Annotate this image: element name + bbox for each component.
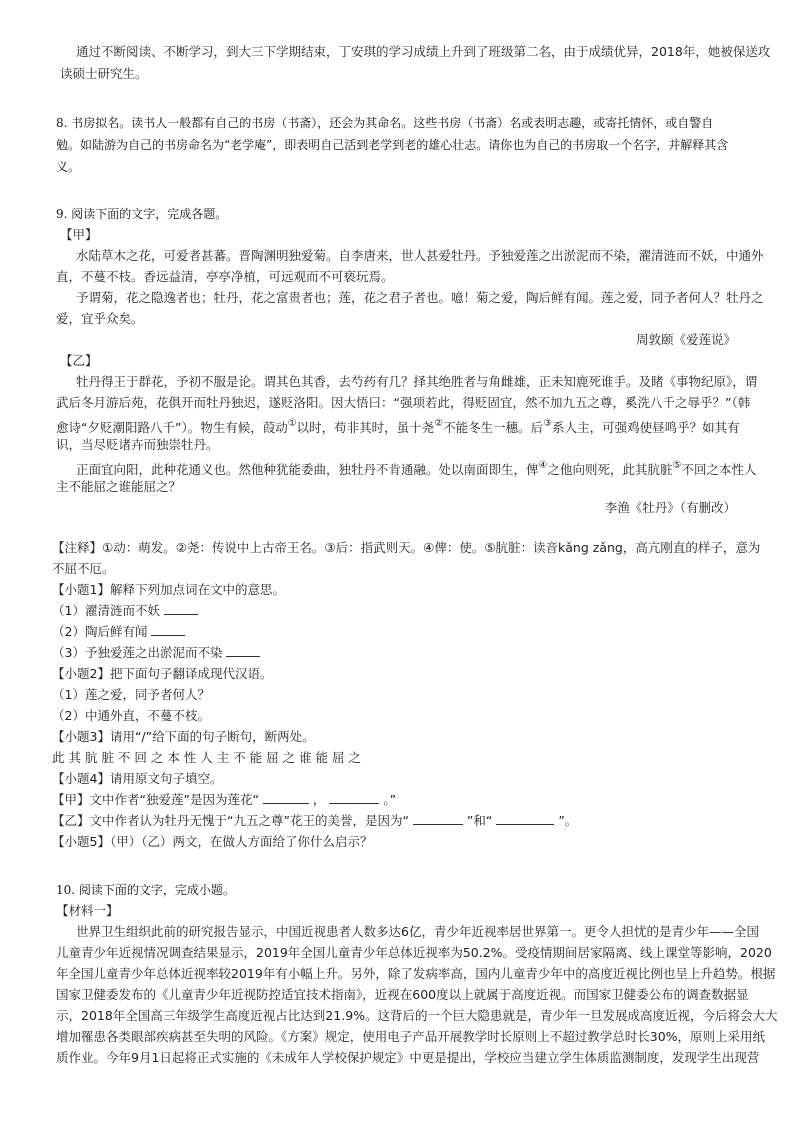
jia-line-2: 直，不蔓不枝。香远益清，亭亭净植，可远观而不可亵玩焉。	[56, 269, 394, 284]
and-separator: ”和“	[466, 813, 493, 828]
material-1-label: 【材料一】	[56, 903, 119, 918]
material-line-7: 质作业。今年9月1日起将正式实施的《未成年人学校保护规定》中更是提出，学校应当建立学生体质监测制度，发现学生出现营	[56, 1050, 760, 1065]
yi-line-1: 牡丹得王于群花，予初不服是论。谓其色其香，去芍药有几？择其绝胜者与角雌雄，正未知鹿死谁手。及睹《事物纪原》，谓	[76, 374, 758, 389]
sub-question-1-b	[52, 622, 185, 642]
sub-question-5: 【小题5】（甲）（乙）两文，在做人方面给了你什么启示？	[52, 834, 373, 849]
q8-line-3: 义。	[56, 160, 81, 174]
sub-question-4: 【小题4】请用原文句子填空。	[52, 771, 223, 786]
note-mark-4: ④	[538, 460, 548, 471]
q9-heading: 9. 阅读下面的文字，完成各题。	[56, 207, 228, 221]
answer-blank[interactable]	[164, 602, 198, 615]
sub-question-1-a	[52, 601, 198, 621]
yi-source: 李渔《牡丹》（有删改）	[604, 500, 736, 515]
sub-question-1-b-text: （2）陶后鲜有闻	[52, 624, 148, 639]
material-line-4: 国家卫健委发布的《儿童青少年近视防控适宜技术指南》，近视在600度以上就属于高度近视。而国家卫健委公布的调查数据显	[56, 987, 749, 1002]
note-mark-1: ①	[287, 418, 297, 429]
jia-source: 周敦颐《爱莲说》	[635, 332, 736, 347]
yi-line-6: 主不能屈之谁能屈之？	[56, 479, 182, 494]
sub-question-1: 【小题1】解释下列加点词在文中的意思。	[52, 582, 285, 597]
sub-question-2: 【小题2】把下面句子翻译成现代汉语。	[52, 666, 273, 681]
sub-question-1-a-text: （1）濯清涟而不妖	[52, 603, 160, 618]
jia-label: 【甲】	[60, 227, 98, 242]
comma-separator: ，	[312, 792, 326, 807]
note-mark-3: ③	[543, 418, 553, 429]
yi-line-5-part-c: 不回之本性人	[681, 462, 757, 477]
yi-line-5-part-b: 之他向则死，此其肮脏	[547, 462, 673, 477]
answer-blank[interactable]	[226, 644, 260, 657]
sub-question-3: 【小题3】请用“/”给下面的句子断句，断两处。	[52, 729, 315, 744]
jia-line-4: 爱，宜乎众矣。	[56, 311, 144, 326]
yi-line-5-part-a: 正面宜向阳，此种花通义也。然他种犹能委曲，独牡丹不肯通融。处以南面即生，俾	[76, 462, 539, 477]
material-line-6: 增加罹患各类眼部疾病甚至失明的风险。《方案》规定，使用电子产品开展教学时长原则上不超过教学总时长30%，原则上采用纸	[56, 1029, 766, 1044]
intro-line-1: 通过不断阅读、不断学习，到大三下学期结束，丁安琪的学习成绩上升到了班级第二名，由于成绩优异，2018年，她被保送攻	[76, 44, 771, 59]
q8-line-1: 8. 书房拟名。读书人一般都有自己的书房（书斋），还会为其命名。这些书房（书斋）名或表明志趣，或寄托情怀，或自警自	[56, 116, 714, 130]
answer-blank[interactable]	[329, 791, 379, 804]
material-line-2: 儿童青少年近视情况调查结果显示，2019年全国儿童青少年总体近视率为50.2%。受疫情期间居家隔离、线上课堂等影响，2020	[56, 945, 772, 960]
sub-question-1-c-text: （3）予独爱莲之出淤泥而不染	[52, 645, 223, 660]
note-mark-5: ⑤	[672, 460, 682, 471]
yi-line-3-part-b: 以时，苟非其时，虽十尧	[296, 420, 435, 435]
closing-quote: ”。	[558, 813, 578, 828]
note-line-2: 不屈不厄。	[52, 561, 115, 576]
material-line-3: 年全国儿童青少年总体近视率较2019年有小幅上升。另外，除了发病率高，国内儿童青少年中的高度近视比例也呈上升趋势。根据	[56, 966, 776, 981]
answer-blank[interactable]	[151, 623, 185, 636]
answer-blank[interactable]	[413, 812, 463, 825]
jia-line-3: 予谓菊，花之隐逸者也；牡丹，花之富贵者也；莲，花之君子者也。噫！菊之爱，陶后鲜有闻。莲之爱，同予者何人？牡丹之	[76, 290, 764, 305]
yi-line-3-part-a: 愈诗“夕贬潮阳路八千”）。物生有候，葭动	[56, 420, 288, 435]
q10-heading: 10. 阅读下面的文字，完成小题。	[56, 883, 235, 897]
yi-line-4: 识，当尽贬诸卉而独崇牡丹。	[56, 437, 219, 452]
sub-question-2-b: （2）中通外直，不蔓不枝。	[52, 708, 210, 723]
yi-line-2: 武后冬月游后苑，花俱开而牡丹独迟，遂贬洛阳。因大悟曰：“强项若此，得贬固宜，然不加九五之尊，奚洗八千之辱乎？”（韩	[56, 395, 751, 410]
sub-question-4-a	[52, 790, 396, 810]
sub-question-4-a-text: 【甲】文中作者“独爱莲”是因为莲花“	[52, 792, 259, 807]
material-line-5: 示，2018年全国高三年级学生高度近视占比达到21.9%。这背后的一个巨大隐患就是，青少年一旦发展成高度近视，今后将会大大	[56, 1008, 778, 1023]
note-line-1: 【注释】①动：萌发。②尧：传说中上古帝王名。③后：指武则天。④俾：使。⑤肮脏：读音kǎng zǎng，高亢刚直的样子，意为	[52, 540, 761, 555]
note-mark-2: ②	[434, 418, 444, 429]
closing-quote: 。”	[383, 792, 397, 807]
jia-line-1: 水陆草木之花，可爱者甚蕃。晋陶渊明独爱菊。自李唐来，世人甚爱牡丹。予独爱莲之出淤泥而不染，濯清涟而不妖，中通外	[76, 248, 764, 263]
sub-question-4-b	[52, 811, 577, 831]
yi-line-3-part-c: 不能冬生一穗。后	[443, 420, 544, 435]
intro-line-2: 读硕士研究生。	[60, 66, 148, 81]
answer-blank[interactable]	[496, 812, 554, 825]
yi-label: 【乙】	[60, 353, 98, 368]
sub-question-4-b-text: 【乙】文中作者认为牡丹无愧于“九五之尊”花王的美誉，是因为“	[52, 813, 409, 828]
sub-question-2-a: （1）莲之爱，同予者何人？	[52, 687, 210, 702]
material-line-1: 世界卫生组织此前的研究报告显示，中国近视患者人数多达6亿，青少年近视率居世界第一。更令人担忧的是青少年——全国	[76, 924, 759, 939]
sub-question-1-c	[52, 643, 260, 663]
sub-question-3-sentence: 此 其 肮 脏 不 回 之 本 性 人 主 不 能 屈 之 谁 能 屈 之	[52, 750, 362, 765]
q8-line-2: 勉。如陆游为自己的书房命名为“老学庵”，即表明自己活到老学到老的雄心壮志。请你也为自己的书房取一个名字，并解释其含	[56, 138, 729, 152]
answer-blank[interactable]	[263, 791, 309, 804]
yi-line-3-part-d: 系人主，可强鸡使昼鸣乎？如其有	[552, 420, 740, 435]
